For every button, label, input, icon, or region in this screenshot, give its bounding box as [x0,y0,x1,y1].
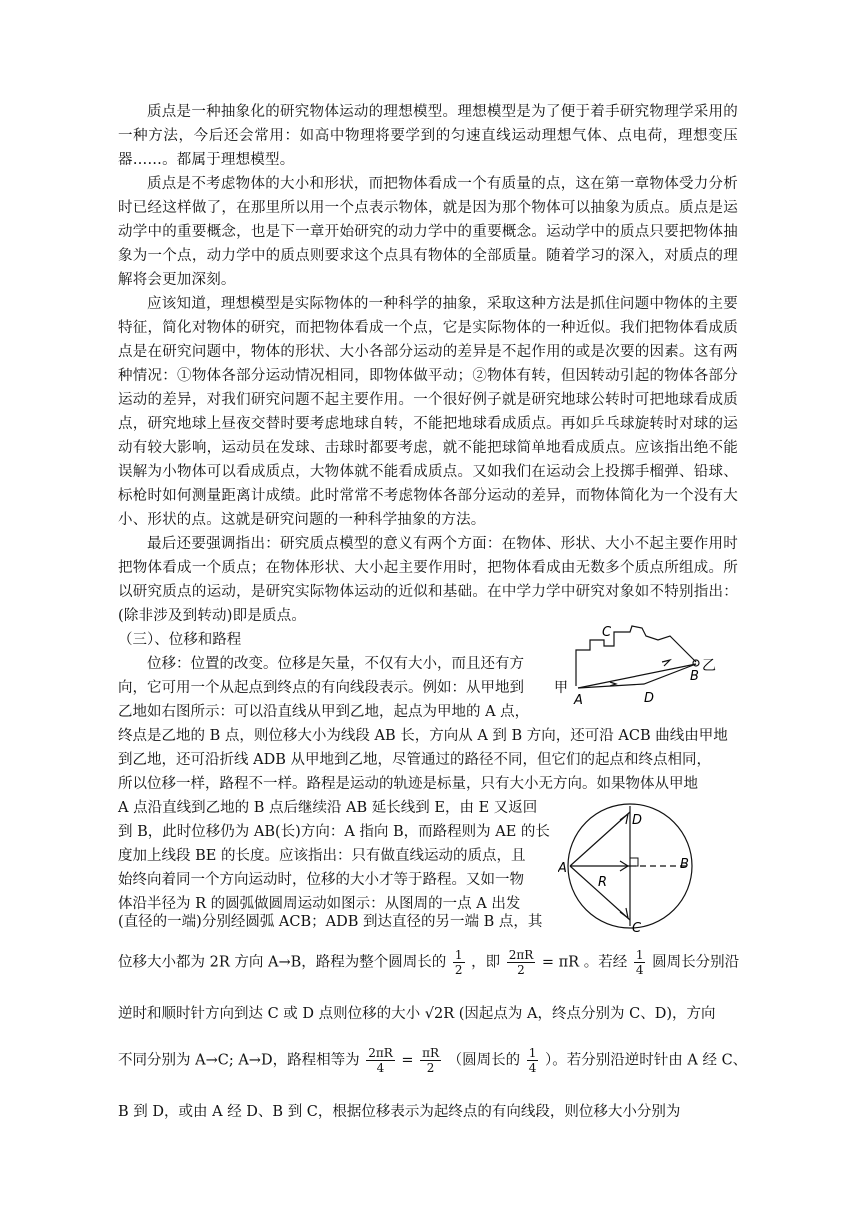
label-d: D [632,813,643,828]
text-line: 到 B，此时位移仍为 AB(长)方向：A 指向 B，而路程则为 AE 的长 [118,824,550,840]
section-heading: （三）、位移和路程 [118,632,242,648]
right-angle-marker [630,858,638,866]
fraction-one-quarter-2: $\frac{1}{4}$ [528,1046,537,1075]
fraction-2pir-2: $\frac{2\pi R}{2}$ [508,948,534,977]
label-jia: 甲 [554,680,568,696]
label-c: C [632,921,642,936]
fraction-one-quarter: $\frac{1}{4}$ [635,948,644,977]
text-line: 位移：位置的改变。位移是矢量，不仅有大小，而且还有方 [147,656,524,672]
paragraph-mass-point-definition: 质点是不考虑物体的大小和形状，而把物体看成一个有质量的点，这在第一章物体受力分析时已经这样做了，在那里所以用一个点表示物体，就是因为那个物体可以抽象为质点。质点是运动学中的重要概念，也是下一章开始研究的动力学中的重要概念。运动学中的质点只要把物体抽象为一个点，动力学中的质点则要求这个点具有物体的全部质量。随着学习的深入，对质点的理解将会更加深刻。 [118,176,738,288]
chord-ad [570,812,630,866]
fraction-one-half: $\frac{1}{2}$ [454,948,463,977]
text-line: 乙地如右图所示：可以沿直线从甲到乙地，起点为甲地的 A 点， [118,704,530,720]
math-line-4: B 到 D，或由 A 经 D、B 到 C，根据位移表示为起终点的有向线段，则位移大小分别为 [118,1104,681,1120]
circle-motion-figure [558,796,702,936]
text-line: A 点沿直线到乙地的 B 点后继续沿 AB 延长线到 E，由 E 又返回 [118,800,538,816]
math-line-1: 位移大小都为 2R 方向 A→B，路程为整个圆周长的 $\frac{1}{2}$ ，即 $\frac{2\pi R}{2}$ = πR 。若经 $\frac{1}{4}$ 圆周长分别沿 [118,948,740,977]
fraction-pir-2: $\frac{\pi R}{2}$ [422,1046,440,1075]
text-line: 始终向着同一个方向运动时，位移的大小才等于路程。又如一物 [118,872,524,888]
displacement-path-figure [552,622,742,710]
text-line: 体沿半径为 R 的圆弧做圆周运动如图示：从图周的一点 A 出发 [118,896,521,912]
label-a: A [574,693,583,708]
text-line: (直径的一端)分别经圆弧 ACB；ADB 到达直径的另一端 B 点，其 [118,914,543,930]
math-line-2: 逆时和顺时针方向到达 C 或 D 点则位移的大小 √2R (因起点为 A，终点分别为 C、D)，方向 [118,1006,716,1022]
label-b: B [690,669,699,684]
paragraph-ideal-model: 应该知道，理想模型是实际物体的一种科学的抽象，采取这种方法是抓住问题中物体的主要特征，简化对物体的研究，而把物体看成一个点，它是实际物体的一种近似。我们把物体看成质点是在研究问题中，物体的形状、大小各部分运动的差异是不起作用的或是次要的因素。这有两种情况：①物体各部分运动情况相同，即物体做平动；②物体有转，但因转动引起的物体各部分运动的差异，对我们研究问题不起主要作用。一个很好例子就是研究地球公转时可把地球看成质点，研究地球上昼夜交替时要考虑地球自转，不能把地球看成质点。再如乒乓球旋转时对球的运动有较大影响，运动员在发球、击球时都要考虑，就不能把球简单地看成质点。应该指出绝不能误解为小物体可以看成质点，大物体就不能看成质点。又如我们在运动会上投掷手榴弹、铅球、标枪时如何测量距离计成绩。此时常常不考虑物体各部分运动的差异，而物体简化为一个没有大小、形状的点。这就是研究问题的一种科学抽象的方法。 [118,296,738,528]
arrow-head [620,814,628,824]
paragraph-emphasis: 最后还要强调指出：研究质点模型的意义有两个方面：在物体、形状、大小不起主要作用时把物体看成一个质点；在物体形状、大小起主要作用时，把物体看成由无数多个质点所组成。所以研究质点的运动，是研究实际物体运动的近似和基础。在中学力学中研究对象如不特别指出：(除非涉及到转动)即是质点。 [118,536,738,624]
label-b: B [680,857,689,872]
text-line: 到乙地，还可沿折线 ADB 从甲地到乙地，尽管通过的路径不同，但它们的起点和终点相同， [118,752,711,768]
arrow-head [662,660,670,666]
label-r: R [598,875,608,890]
arrow-head [620,908,628,918]
label-d: D [644,691,655,706]
curve-acb [576,626,696,686]
paragraph-mass-point-model: 质点是一种抽象化的研究物体运动的理想模型。理想模型是为了便于着手研究物理学采用的一种方法，今后还会常用：如高中物理将要学到的匀速直线运动理想气体、点电荷，理想变压器……。都属于理想模型。 [118,104,738,168]
label-a: A [558,861,567,876]
label-c: C [602,625,612,640]
text-line: 终点是乙地的 B 点，则位移大小为线段 AB 长，方向从 A 到 B 方向，还可沿 ACB 曲线由甲地 [118,728,728,744]
point-b-marker [693,660,699,666]
text-line: 度加上线段 BE 的长度。应该指出：只有做直线运动的质点，且 [118,848,526,864]
text-line: 向，它可用一个从起点到终点的有向线段表示。例如：从甲地到 [118,680,524,696]
fraction-2pir-4: $\frac{2\pi R}{4}$ [368,1046,393,1075]
text-line: 所以位移一样，路程不一样。路程是运动的轨迹是标量，只有大小无方向。如果物体从甲地 [118,776,698,792]
label-yi: 乙 [702,658,716,674]
math-line-3: 不同分别为 A→C; A→D，路程相等为 $\frac{2\pi R}{4}$ = $\frac{\pi R}{2}$ （圆周长的 $\frac{1}{4}$ ）。若分别沿逆时针由 A 经 C、 [118,1046,748,1075]
